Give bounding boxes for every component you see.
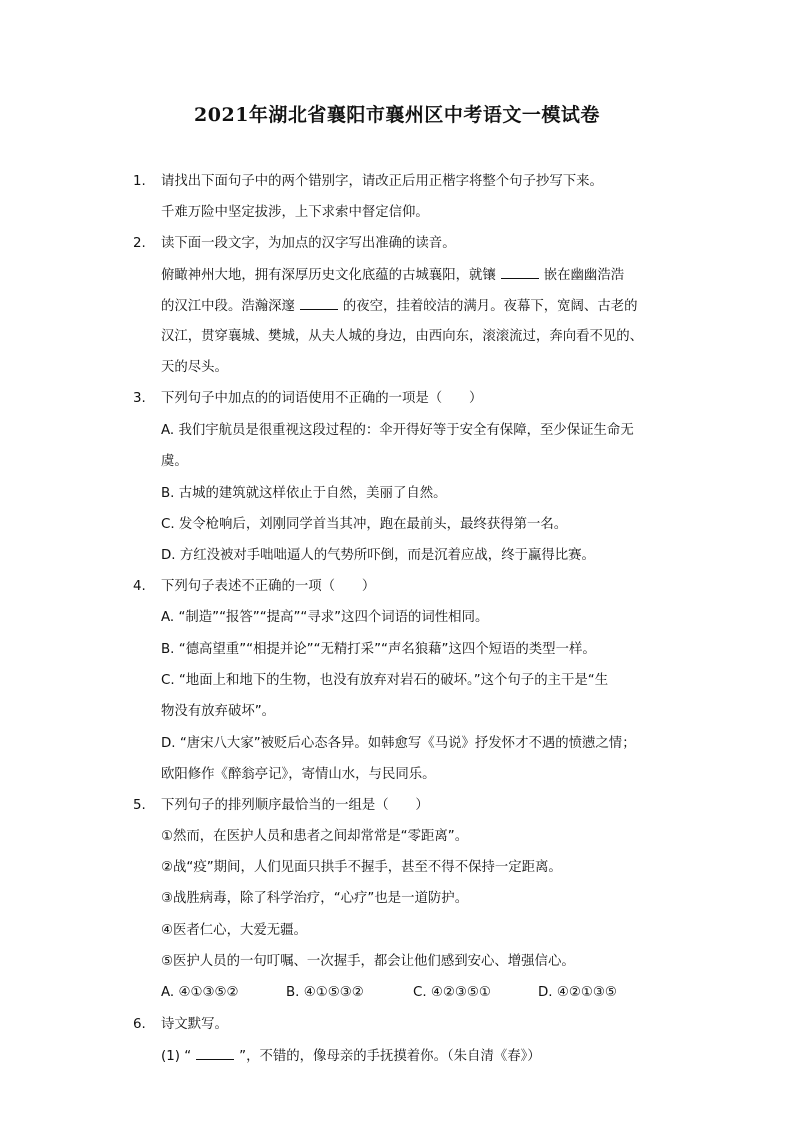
q4-option-a: A. “制造”“报答”“提高”“寻求”这四个词语的词性相同。: [161, 610, 489, 625]
q4-stem: 下列句子表述不正确的一项（ ）: [161, 579, 376, 594]
q4-option-d: D. “唐宋八大家”被贬后心态各异。如韩愈写《马说》抒发怀才不遇的愤懑之情；: [161, 736, 636, 751]
q5-option-c: C. ④②③⑤①: [413, 985, 491, 1000]
q2-line-1a: 俯瞰神州大地，拥有深厚历史文化底蕴的古城襄阳，就镶: [161, 268, 496, 283]
page-title: 2021年湖北省襄阳市襄州区中考语文一模试卷: [194, 104, 600, 126]
q6-part-1b: ”，不错的，像母亲的手抚摸着你。（朱自清《春》）: [239, 1049, 541, 1064]
q2-stem: 读下面一段文字，为加点的汉字写出准确的读音。: [161, 236, 456, 251]
q5-option-a: A. ④①③⑤②: [161, 985, 239, 1000]
q6-part-1: [161, 1047, 541, 1066]
q5-option-b: B. ④①⑤③②: [286, 985, 364, 1000]
q3-number: 3.: [133, 391, 146, 406]
q4-option-d-cont: 欧阳修作《醉翁亭记》，寄情山水，与民同乐。: [161, 767, 436, 782]
q3-stem: 下列句子中加点的的词语使用不正确的一项是（ ）: [161, 391, 483, 406]
q2-number: 2.: [133, 236, 146, 251]
q2-line-1b: 嵌在幽幽浩浩: [543, 268, 625, 283]
q2-line-2b: 的夜空，挂着皎洁的满月。夜幕下，宽阔、古老的: [342, 299, 638, 314]
q6-part-1a: (1) “: [161, 1049, 192, 1064]
q4-option-c: C. “地面上和地下的生物，也没有放弃对岩石的破坏。”这个句子的主干是“生: [161, 673, 609, 688]
q5-option-d: D. ④②①③⑤: [538, 985, 617, 1000]
q5-sentence-2: ②战“疫”期间，人们见面只拱手不握手，甚至不得不保持一定距离。: [161, 860, 562, 875]
q3-option-c: C. 发令枪响后，刘刚同学首当其冲，跑在最前头，最终获得第一名。: [161, 517, 568, 532]
q5-sentence-3: ③战胜病毒，除了科学治疗，“心疗”也是一道防护。: [161, 891, 469, 906]
q1-number: 1.: [133, 174, 146, 189]
q2-line-1: [161, 266, 624, 285]
q5-sentence-1: ①然而，在医护人员和患者之间却常常是“零距离”。: [161, 829, 469, 844]
q2-line-2a: 的汉江中段。浩瀚深邃: [161, 299, 295, 314]
q4-option-b: B. “德高望重”“相提并论”“无精打采”“声名狼藉”这四个短语的类型一样。: [161, 642, 596, 657]
answer-blank[interactable]: [501, 266, 539, 279]
q1-text: 千难万险中坚定拔涉，上下求索中督定信仰。: [161, 205, 429, 220]
q5-sentence-5: ⑤医护人员的一句叮嘱、一次握手，都会让他们感到安心、增强信心。: [161, 954, 575, 969]
q6-number: 6.: [133, 1017, 146, 1032]
q2-line-3: 汉江，贯穿襄城、樊城，从夫人城的身边，由西向东，滚滚流过，奔向看不见的、: [161, 329, 644, 344]
q4-number: 4.: [133, 579, 146, 594]
q5-number: 5.: [133, 798, 146, 813]
q3-option-b: B. 古城的建筑就这样依止于自然，美丽了自然。: [161, 486, 447, 501]
q6-stem: 诗文默写。: [161, 1017, 228, 1032]
q3-option-a: A. 我们宇航员是很重视这段过程的：伞开得好等于安全有保障，至少保证生命无: [161, 423, 634, 438]
q3-option-a-cont: 虞。: [161, 454, 188, 469]
q2-line-4: 天的尽头。: [161, 360, 228, 375]
q5-sentence-4: ④医者仁心，大爱无疆。: [161, 923, 307, 938]
q1-stem: 请找出下面句子中的两个错别字，请改正后用正楷字将整个句子抄写下来。: [161, 174, 603, 189]
q4-option-c-cont: 物没有放弃破坏”。: [161, 704, 276, 719]
answer-blank[interactable]: [300, 297, 338, 310]
q5-stem: 下列句子的排列顺序最恰当的一组是（ ）: [161, 798, 429, 813]
answer-blank[interactable]: [196, 1047, 234, 1060]
q3-option-d: D. 方红没被对手咄咄逼人的气势所吓倒，而是沉着应战，终于赢得比赛。: [161, 548, 595, 563]
q2-line-2: [161, 297, 638, 316]
